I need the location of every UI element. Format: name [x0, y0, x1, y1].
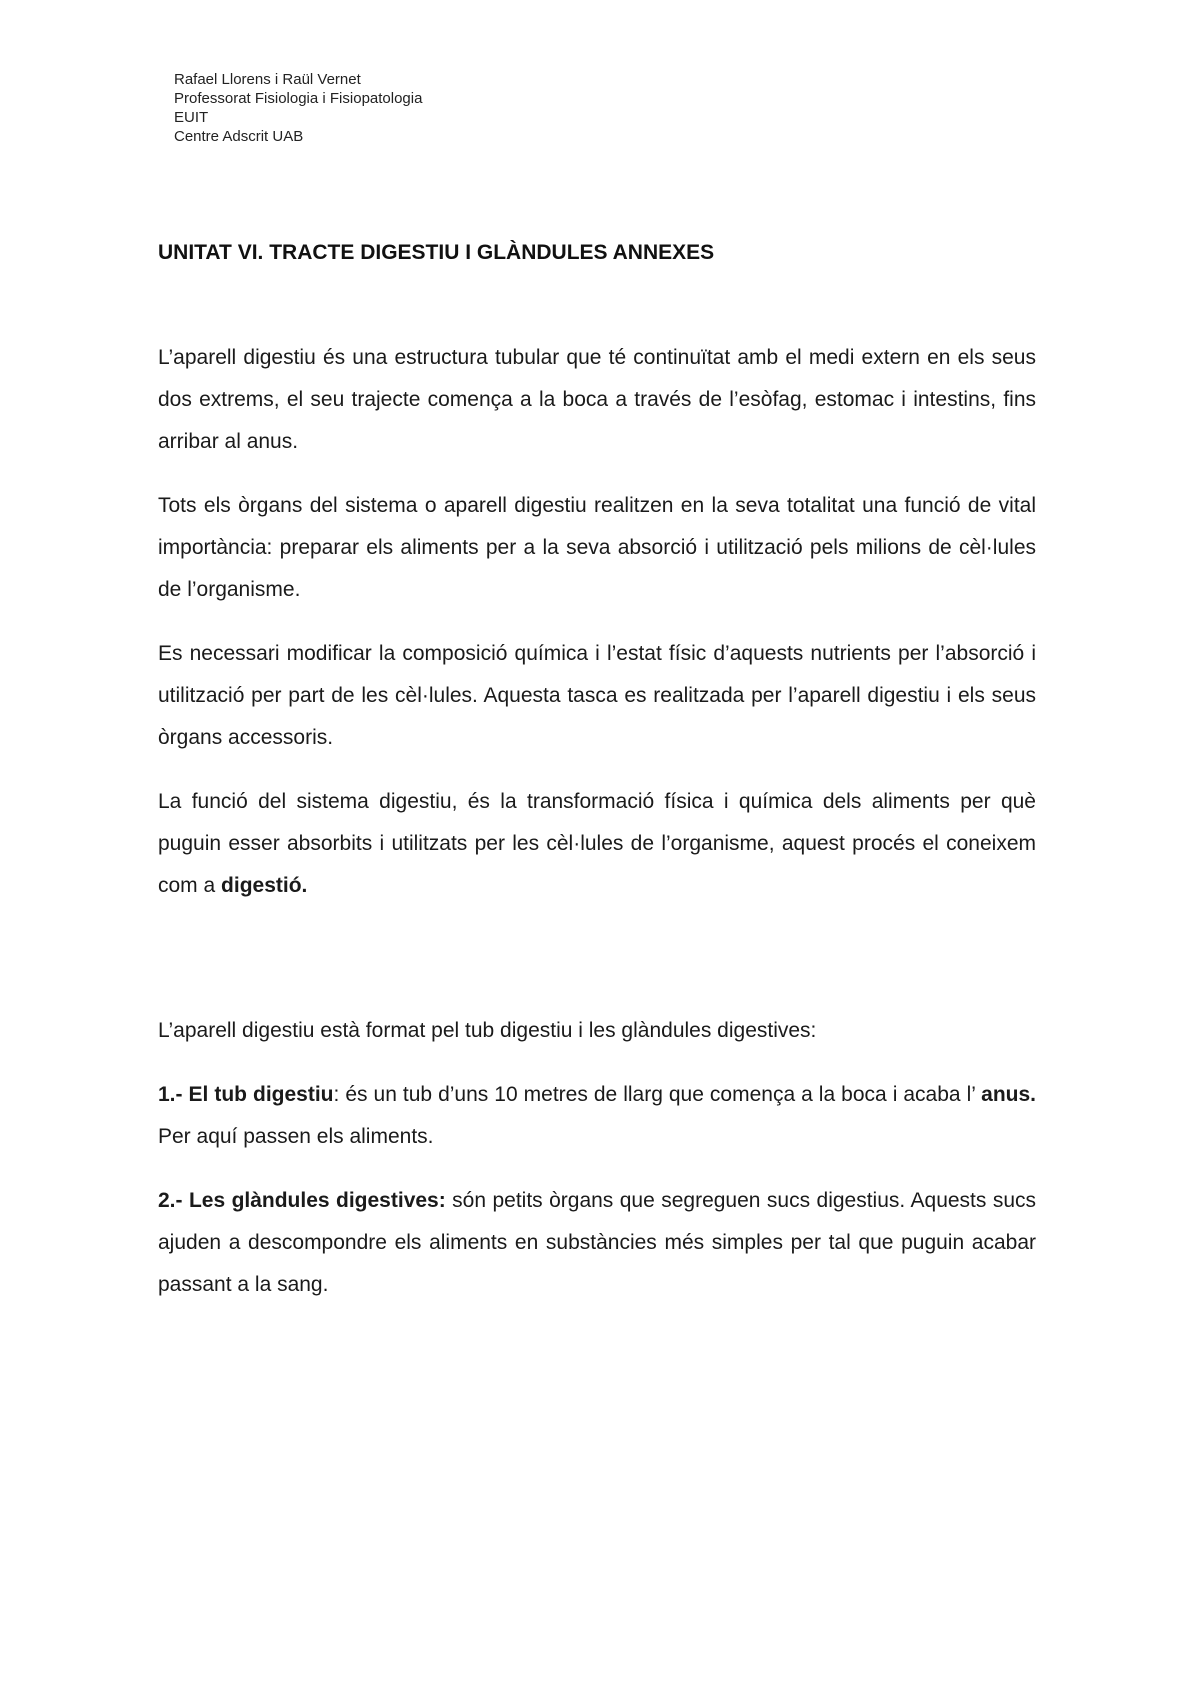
paragraph-1: L’aparell digestiu és una estructura tubular que té continuïtat amb el medi extern en els seus dos extrems, el seu trajecte comença a la boca a través de l’esòfag, estomac i intestins, fins arribar al anus.: [158, 346, 1036, 453]
paragraph-4-bold-term: digestió.: [221, 874, 308, 897]
paragraph-4-text: La funció del sistema digestiu, és la transformació física i química dels aliments per què puguin esser absorbits i utilitzats per les cèl·lules de l’organisme, aquest procés el coneixem com a: [158, 790, 1036, 897]
paragraph-2: Tots els òrgans del sistema o aparell digestiu realitzen en la seva totalitat una funció de vital importància: preparar els aliments per a la seva absorció i utilització pels milions de cèl·lules de l’organisme.: [158, 494, 1036, 601]
header-affiliation: Centre Adscrit UAB: [174, 128, 304, 145]
intro-section: [158, 337, 1036, 929]
components-section: [158, 1010, 1036, 1328]
document-title: UNITAT VI. TRACTE DIGESTIU I GLÀNDULES ANNEXES: [158, 241, 715, 264]
author-header: [174, 70, 422, 146]
paragraph-7-heading: 2.- Les glàndules digestives:: [158, 1189, 446, 1212]
header-department: Professorat Fisiologia i Fisiopatologia: [174, 90, 423, 107]
paragraph-6-text: : és un tub d’uns 10 metres de llarg que comença a la boca i acaba l’: [333, 1083, 982, 1106]
paragraph-7: [158, 1180, 1036, 1306]
paragraph-4: [158, 781, 1036, 907]
paragraph-6-text-end: Per aquí passen els aliments.: [158, 1125, 434, 1148]
paragraph-6-bold-term: anus.: [981, 1083, 1036, 1106]
paragraph-6-heading: 1.- El tub digestiu: [158, 1083, 334, 1106]
paragraph-7-text: són petits òrgans que segreguen sucs digestius. Aquests sucs ajuden a descompondre els aliments en substàncies més simples per tal que puguin acabar passant a la sang.: [158, 1189, 1037, 1296]
paragraph-6: [158, 1074, 1036, 1158]
paragraph-3: Es necessari modificar la composició química i l’estat físic d’aquests nutrients per l’absorció i utilització per part de les cèl·lules. Aquesta tasca es realitzada per l’aparell digestiu i els seus òrgans accessoris.: [158, 642, 1036, 749]
header-authors: Rafael Llorens i Raül Vernet: [174, 71, 361, 88]
paragraph-5: L’aparell digestiu està format pel tub digestiu i les glàndules digestives:: [158, 1019, 817, 1042]
header-school: EUIT: [174, 109, 209, 126]
